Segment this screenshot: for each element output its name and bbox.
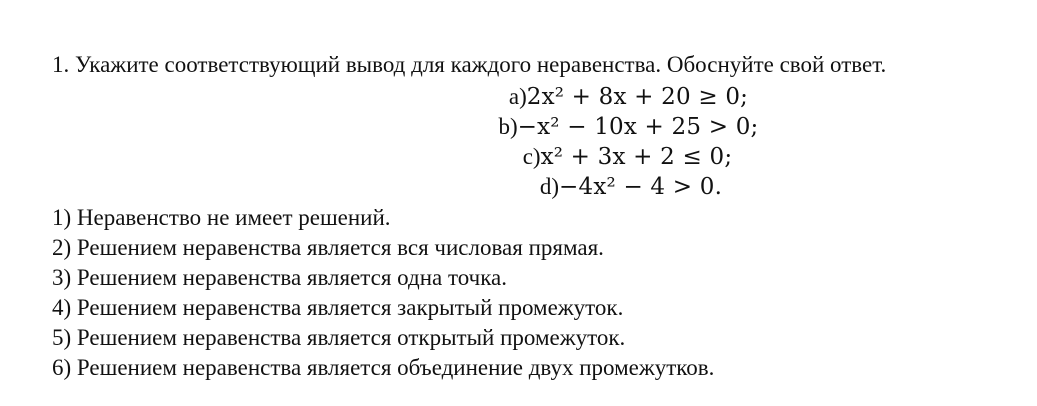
answer-option-1: 1) Неравенство не имеет решений. [52,205,391,230]
inequality-expression: x² + 3x + 2 ≤ 0; [540,144,733,170]
inequality-label: b) [498,114,518,139]
inequality-c [0,142,1037,172]
inequality-d [0,172,1037,202]
inequality-label: d) [539,174,560,199]
answer-option-6: 6) Решением неравенства является объединение двух промежутков. [52,355,715,380]
inequality-expression: 2x² + 8x + 20 ≥ 0; [526,84,749,110]
inequality-label: c) [522,144,541,169]
answer-option-4: 4) Решением неравенства является закрытый промежуток. [52,295,624,320]
answer-option-2: 2) Решением неравенства является вся числовая прямая. [52,235,604,260]
inequality-label: a) [508,84,527,109]
answer-option-3: 3) Решением неравенства является одна точка. [52,265,507,290]
inequality-b [0,112,1037,142]
inequality-list [0,82,1037,202]
inequality-expression: −4x² − 4 > 0. [559,174,723,200]
task-title: 1. Укажите соответствующий вывод для каждого неравенства. Обоснуйте свой ответ. [52,52,887,77]
inequality-a [0,82,1037,112]
answer-options [52,203,714,383]
answer-option-5: 5) Решением неравенства является открытый промежуток. [52,325,626,350]
inequality-expression: −x² − 10x + 25 > 0; [517,114,759,140]
